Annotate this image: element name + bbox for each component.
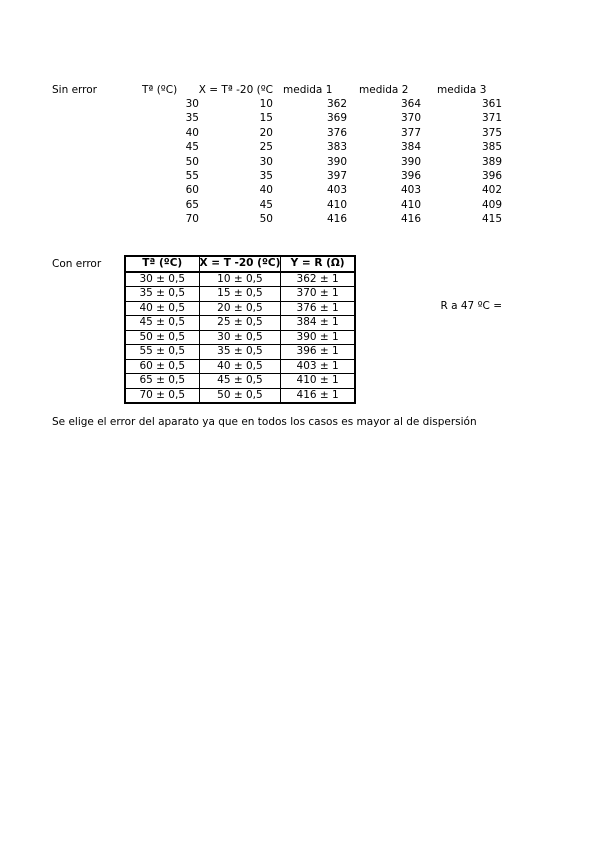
sin-error-cell-temperature: 55 — [185, 170, 199, 182]
sin-error-cell-x: 45 — [259, 198, 273, 211]
sin-error-cell-medida-1: 369 — [326, 112, 347, 125]
sin-error-cell-medida-1: 416 — [326, 213, 347, 226]
sin-error-cell-medida-3: 396 — [481, 170, 502, 182]
error-cell-temperature: 50 ± 0,5 — [125, 330, 199, 345]
sin-error-cell-medida-2: 410 — [400, 198, 421, 211]
error-cell-x: 40 ± 0,5 — [199, 359, 281, 374]
sin-error-cell-medida-3: 409 — [481, 198, 502, 211]
sin-error-cell-medida-2: 403 — [400, 184, 421, 197]
sin-error-cell-medida-2: 416 — [400, 213, 421, 226]
sin-error-cell-x: 30 — [259, 155, 273, 168]
sin-error-cell-x: 50 — [259, 213, 273, 226]
header-medida-3: medida 3 — [437, 84, 487, 96]
error-cell-y: 416 ± 1 — [281, 388, 355, 403]
error-cell-y: 403 ± 1 — [281, 359, 355, 374]
error-cell-temperature: 35 ± 0,5 — [125, 287, 199, 302]
error-cell-x: 35 ± 0,5 — [199, 345, 281, 360]
error-header-temperature: Tª (ºC) — [125, 256, 199, 272]
error-cell-x: 30 ± 0,5 — [199, 330, 281, 345]
sin-error-cell-medida-2: 364 — [400, 98, 421, 110]
sin-error-cell-x: 15 — [259, 112, 273, 125]
sin-error-cell-medida-1: 397 — [326, 170, 347, 182]
sin-error-cell-medida-3: 415 — [481, 213, 502, 226]
sin-error-cell-x: 35 — [259, 170, 273, 182]
sin-error-cell-medida-1: 390 — [326, 155, 347, 168]
sin-error-cell-medida-1: 410 — [326, 198, 347, 211]
error-table-header-row — [125, 256, 355, 272]
error-cell-x: 45 ± 0,5 — [199, 374, 281, 389]
error-cell-temperature: 40 ± 0,5 — [125, 301, 199, 316]
sin-error-cell-medida-3: 385 — [481, 141, 502, 154]
sin-error-cell-temperature: 35 — [185, 112, 199, 125]
error-table-row — [125, 316, 355, 331]
sin-error-cell-medida-3: 375 — [481, 126, 502, 139]
sin-error-cell-medida-2: 377 — [400, 126, 421, 139]
header-medida-1: medida 1 — [283, 84, 333, 96]
error-cell-y: 362 ± 1 — [281, 272, 355, 287]
sin-error-cell-x: 40 — [259, 184, 273, 197]
sin-error-cell-medida-1: 362 — [326, 98, 347, 110]
sin-error-cell-medida-2: 384 — [400, 141, 421, 154]
sin-error-cell-x: 10 — [259, 98, 273, 110]
error-table-row — [125, 359, 355, 374]
error-header-x: X = T -20 (ºC) — [199, 256, 281, 272]
error-cell-temperature: 55 ± 0,5 — [125, 345, 199, 360]
error-table-row — [125, 330, 355, 345]
sin-error-cell-temperature: 70 — [185, 213, 199, 226]
header-x: X = Tª -20 (ºC — [198, 84, 273, 96]
error-table-row — [125, 374, 355, 389]
error-cell-x: 25 ± 0,5 — [199, 316, 281, 331]
sin-error-cell-temperature: 30 — [185, 98, 199, 110]
error-table-row — [125, 287, 355, 302]
error-cell-temperature: 70 ± 0,5 — [125, 388, 199, 403]
error-cell-temperature: 45 ± 0,5 — [125, 316, 199, 331]
error-cell-temperature: 30 ± 0,5 — [125, 272, 199, 287]
con-error-label: Con error — [52, 258, 102, 270]
header-medida-2: medida 2 — [359, 84, 409, 96]
sin-error-cell-temperature: 50 — [185, 155, 199, 168]
note-text: Se elige el error del aparato ya que en todos los casos es mayor al de dispersión — [52, 416, 477, 428]
error-header-y: Y = R (Ω) — [281, 256, 355, 272]
error-cell-y: 390 ± 1 — [281, 330, 355, 345]
error-cell-temperature: 60 ± 0,5 — [125, 359, 199, 374]
error-table-row — [125, 388, 355, 403]
error-cell-x: 15 ± 0,5 — [199, 287, 281, 302]
sin-error-cell-x: 25 — [259, 141, 273, 154]
sin-error-cell-medida-1: 403 — [326, 184, 347, 197]
error-cell-y: 384 ± 1 — [281, 316, 355, 331]
error-table-row — [125, 272, 355, 287]
sin-error-cell-temperature: 45 — [185, 141, 199, 154]
sin-error-cell-x: 20 — [259, 126, 273, 139]
error-table — [124, 255, 356, 404]
sin-error-cell-medida-3: 402 — [481, 184, 502, 197]
sin-error-cell-temperature: 65 — [185, 198, 199, 211]
error-cell-y: 410 ± 1 — [281, 374, 355, 389]
sin-error-cell-medida-3: 389 — [481, 155, 502, 168]
sin-error-cell-medida-3: 361 — [481, 98, 502, 110]
error-cell-x: 10 ± 0,5 — [199, 272, 281, 287]
sin-error-cell-temperature: 40 — [185, 126, 199, 139]
error-cell-y: 376 ± 1 — [281, 301, 355, 316]
header-temperature: Tª (ºC) — [142, 84, 178, 96]
error-cell-x: 20 ± 0,5 — [199, 301, 281, 316]
sin-error-cell-medida-1: 383 — [326, 141, 347, 154]
sin-error-cell-medida-2: 370 — [400, 112, 421, 125]
sin-error-cell-medida-1: 376 — [326, 126, 347, 139]
sin-error-cell-temperature: 60 — [185, 184, 199, 197]
sin-error-label: Sin error — [52, 84, 97, 96]
sin-error-cell-medida-2: 390 — [400, 155, 421, 168]
error-table-row — [125, 301, 355, 316]
error-cell-y: 370 ± 1 — [281, 287, 355, 302]
error-cell-temperature: 65 ± 0,5 — [125, 374, 199, 389]
error-cell-y: 396 ± 1 — [281, 345, 355, 360]
sin-error-cell-medida-3: 371 — [481, 112, 502, 125]
error-cell-x: 50 ± 0,5 — [199, 388, 281, 403]
sin-error-cell-medida-2: 396 — [400, 170, 421, 182]
error-table-row — [125, 345, 355, 360]
r-at-47-label: R a 47 ºC = — [440, 300, 502, 312]
